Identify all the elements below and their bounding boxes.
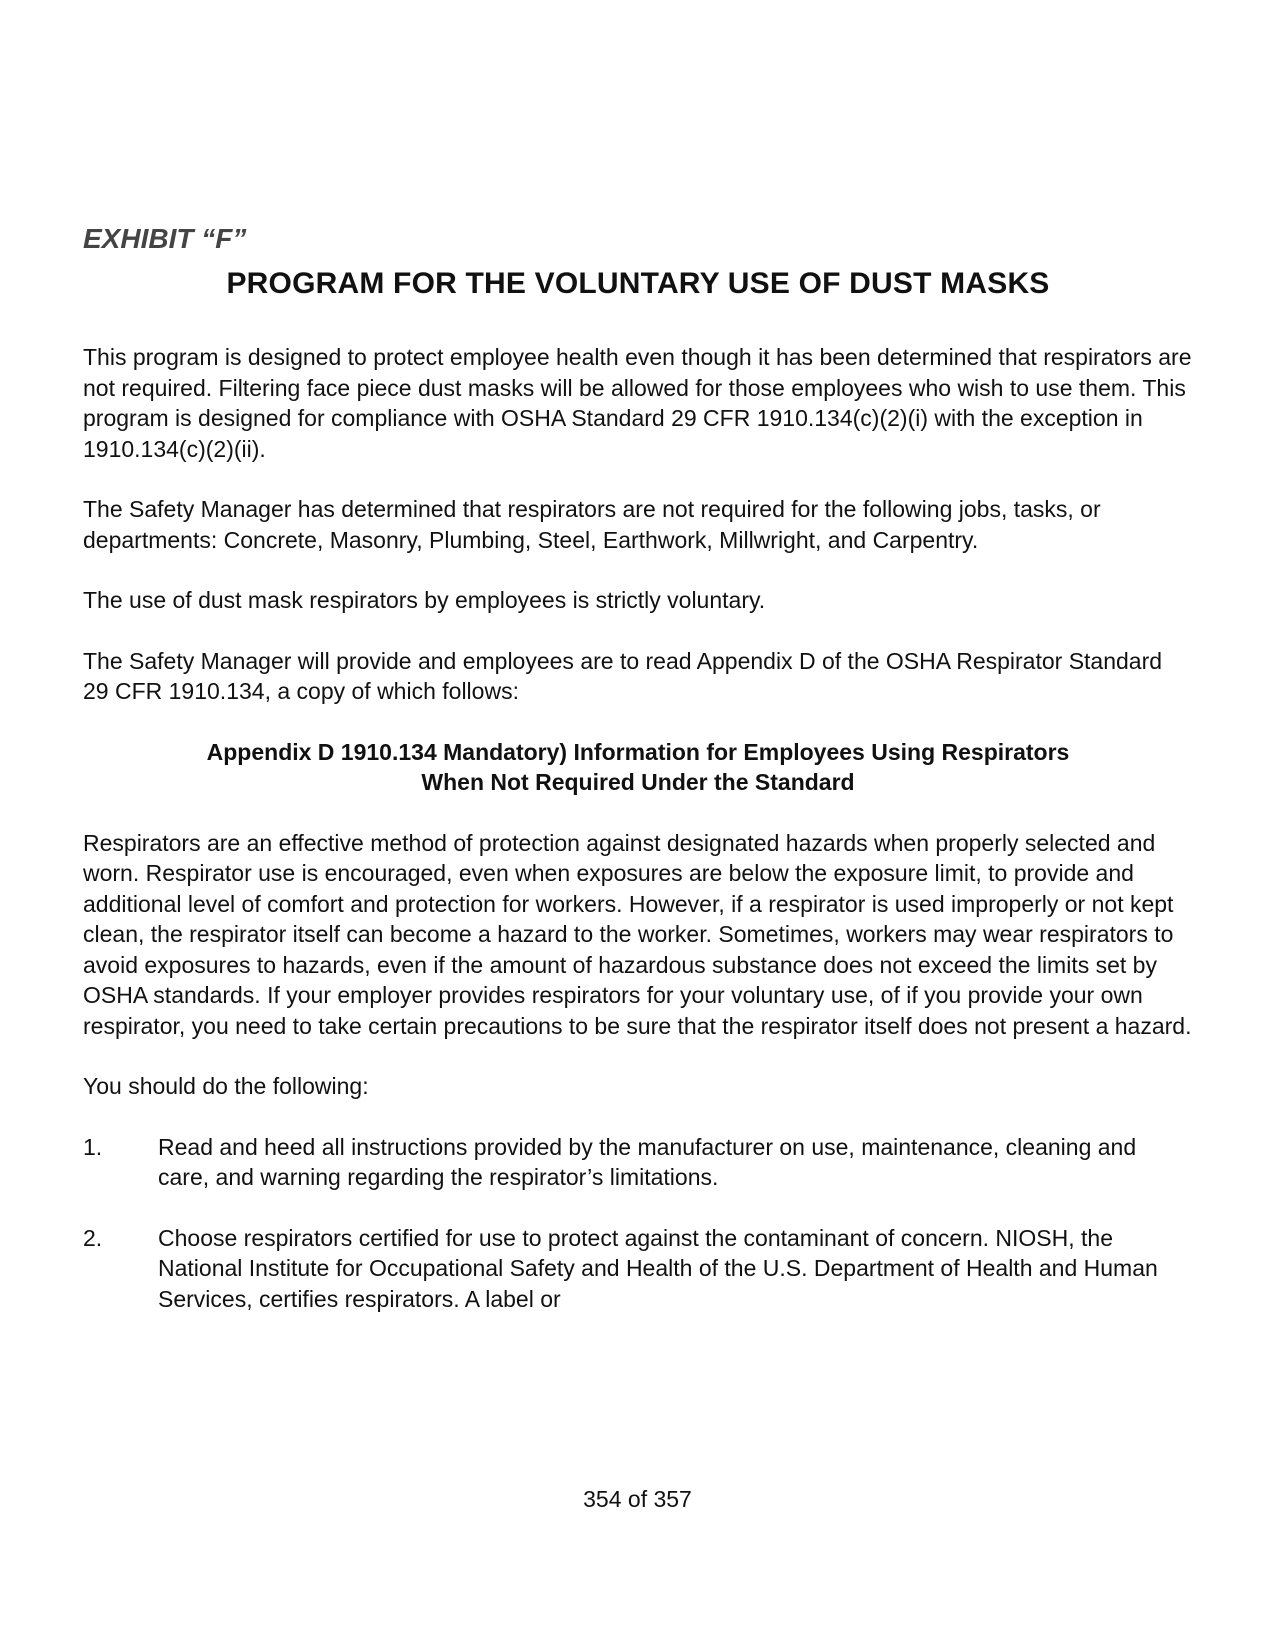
paragraph-departments: The Safety Manager has determined that respirators are not required for the following jobs, tasks, or departments: Concrete, Masonry, Plumbing, Steel, Earthwork, Millwright, and Carpentry. (83, 496, 1101, 553)
page-number: 354 of 357 (583, 1486, 692, 1512)
paragraph-appendix-reference: The Safety Manager will provide and employees are to read Appendix D of the OSHA Respirator Standard 29 CFR 1910.134, a copy of which follows: (83, 647, 1163, 704)
paragraph-voluntary: The use of dust mask respirators by employees is strictly voluntary. (83, 587, 766, 613)
paragraph-program-purpose: This program is designed to protect employee health even though it has been determined that respirators are not required. Filtering face piece dust masks will be allowed for those employees who wish to use them. This program is designed for compliance with OSHA Standard 29 CFR 1910.134(c)(2)(i) with the exception in 1910.134(c)(2)(ii). (83, 344, 1192, 462)
paragraph-appendix-body: Respirators are an effective method of protection against designated hazards when properly selected and worn. Respirator use is encouraged, even when exposures are below the exposure limit, to provide and additional level of comfort and protection for workers. However, if a respirator is used improperly or not kept clean, the respirator itself can become a hazard to the worker. Sometimes, workers may wear respirators to avoid exposures to hazards, even if the amount of hazardous substance does not exceed the limits set by OSHA standards. If your employer provides respirators for your voluntary use, of if you provide your own respirator, you need to take certain precautions to be sure that the respirator itself does not present a hazard. (83, 829, 1192, 1039)
appendix-heading-line1: Appendix D 1910.134 Mandatory) Information for Employees Using Respirators (206, 738, 1070, 765)
exhibit-label: EXHIBIT “F” (83, 223, 247, 254)
list-item (83, 1223, 1193, 1315)
document-title: PROGRAM FOR THE VOLUNTARY USE OF DUST MASKS (226, 267, 1050, 300)
appendix-heading-line2: When Not Required Under the Standard (421, 769, 855, 795)
list-intro: You should do the following: (83, 1073, 369, 1099)
appendix-heading (83, 737, 1193, 798)
list-item-text: Choose respirators certified for use to protect against the contaminant of concern. NIOSH, the National Institute for Occupational Safety and Health of the U.S. Department of Health and Human Services, certifies respirators. A label or (158, 1224, 1158, 1312)
list-item (83, 1132, 1193, 1193)
list-item-text: Read and heed all instructions provided by the manufacturer on use, maintenance, cleaning and care, and warning regarding the respirator’s limitations. (158, 1133, 1137, 1190)
list-item-number: 1. (83, 1133, 103, 1160)
document-page (83, 222, 1193, 1314)
list-item-number: 2. (83, 1224, 103, 1251)
